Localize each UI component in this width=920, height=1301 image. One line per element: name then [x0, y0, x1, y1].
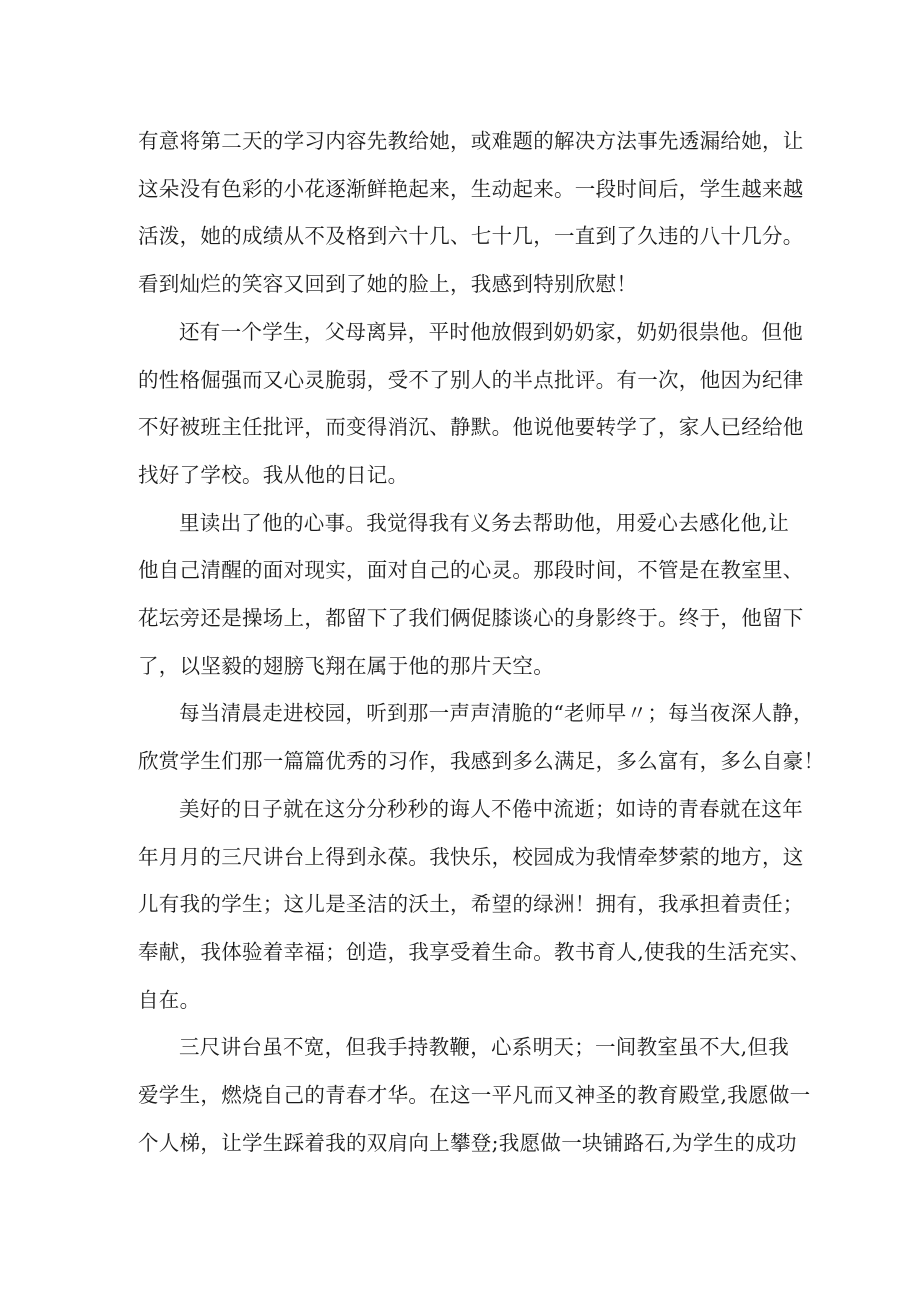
text-line: 自在。	[138, 988, 201, 1012]
text-line: 他自己清醒的面对现实，面对自己的心灵。那段时间，不管是在教室里、	[138, 558, 804, 582]
text-line: 花坛旁还是操场上，都留下了我们俩促膝谈心的身影终于。终于，他留下	[138, 606, 804, 630]
paragraph-first-line: 里读出了他的心事。我觉得我有义务去帮助他，用爱心去感化他,让	[179, 511, 790, 535]
paragraph-first-line: 每当清晨走进校园，听到那一声声清脆的“老师早〃；每当夜深人静，	[179, 701, 814, 725]
text-line: 活泼，她的成绩从不及格到六十几、七十几，一直到了久违的八十几分。	[138, 224, 804, 248]
text-line: 个人梯，让学生踩着我的双肩向上攀登;我愿做一块铺路石,为学生的成功	[138, 1131, 797, 1155]
text-line: 看到灿烂的笑容又回到了她的脸上，我感到特别欣慰！	[138, 272, 638, 296]
paragraph-first-line: 还有一个学生，父母离异，平时他放假到奶奶家，奶奶很祟他。但他	[179, 320, 803, 344]
text-line: 找好了学校。我从他的日记。	[138, 463, 409, 487]
paragraph-first-line: 三尺讲台虽不宽，但我手持教鞭，心系明天；一间教室虽不大,但我	[179, 1035, 790, 1059]
text-line: 儿有我的学生；这儿是圣洁的沃土，希望的绿洲！拥有，我承担着责任；	[138, 892, 804, 916]
text-line: 了，以坚毅的翅膀飞翔在属于他的那片天空。	[138, 654, 554, 678]
text-line: 有意将第二天的学习内容先教给她，或难题的解决方法事先透漏给她，让	[138, 129, 804, 153]
text-line: 欣赏学生们那一篇篇优秀的习作，我感到多么满足，多么富有，多么自豪！	[138, 749, 825, 773]
text-line: 的性格倔强而又心灵脆弱，受不了别人的半点批评。有一次，他因为纪律	[138, 368, 804, 392]
text-line: 爱学生，燃烧自己的青春才华。在这一平凡而又神圣的教育殿堂,我愿做一	[138, 1083, 811, 1107]
text-line: 这朵没有色彩的小花逐渐鲜艳起来，生动起来。一段时间后，学生越来越	[138, 177, 804, 201]
text-line: 不好被班主任批评，而变得消沉、静默。他说他要转学了，家人已经给他	[138, 415, 804, 439]
text-line: 年月月的三尺讲台上得到永葆。我快乐，校园成为我情牵梦萦的地方，这	[138, 845, 804, 869]
text-line: 奉献，我体验着幸福；创造，我享受着生命。教书育人,使我的生活充实、	[138, 940, 811, 964]
paragraph-first-line: 美好的日子就在这分分秒秒的诲人不倦中流逝；如诗的青春就在这年	[179, 797, 803, 821]
